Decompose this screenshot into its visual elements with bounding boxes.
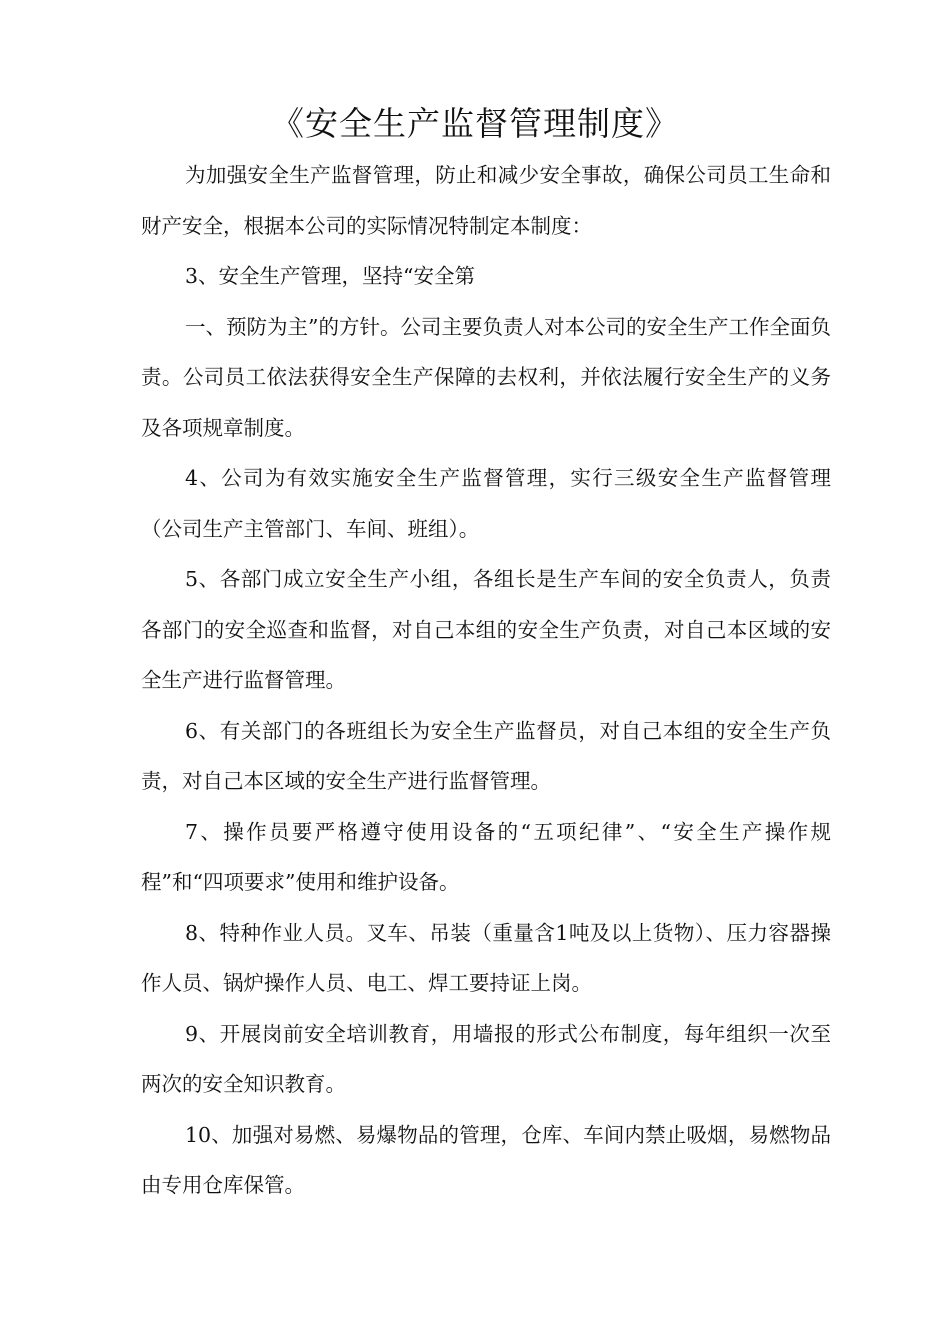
document-body	[141, 150, 831, 1211]
paragraph-5: 5、各部门成立安全生产小组，各组长是生产车间的安全负责人，负责各部门的安全巡查和监督，对自己本组的安全生产负责，对自己本区域的安全生产进行监督管理。	[141, 567, 831, 692]
paragraph-10: 10、加强对易燃、易爆物品的管理，仓库、车间内禁止吸烟，易燃物品由专用仓库保管。	[141, 1122, 831, 1197]
document-title: 《安全生产监督管理制度》	[271, 104, 679, 143]
paragraph-9: 9、开展岗前安全培训教育，用墙报的形式公布制度，每年组织一次至两次的安全知识教育。	[141, 1021, 831, 1096]
paragraph-7: 7、操作员要严格遵守使用设备的“五项纪律”、“安全生产操作规程”和“四项要求”使用和维护设备。	[141, 819, 831, 894]
paragraph-3: 3、安全生产管理，坚持“安全第	[185, 264, 476, 288]
paragraph-4: 4、公司为有效实施安全生产监督管理，实行三级安全生产监督管理（公司生产主管部门、车间、班组）。	[141, 466, 831, 541]
paragraph-intro: 为加强安全生产监督管理，防止和减少安全事故，确保公司员工生命和财产安全，根据本公司的实际情况特制定本制度：	[141, 163, 831, 238]
paragraph-6: 6、有关部门的各班组长为安全生产监督员，对自己本组的安全生产负责，对自己本区域的安全生产进行监督管理。	[141, 718, 831, 793]
paragraph-1-policy: 一、预防为主”的方针。公司主要负责人对本公司的安全生产工作全面负责。公司员工依法获得安全生产保障的去权利，并依法履行安全生产的义务及各项规章制度。	[141, 314, 831, 440]
paragraph-8: 8、特种作业人员。叉车、吊装（重量含1吨及以上货物）、压力容器操作人员、锅炉操作人员、电工、焊工要持证上岗。	[141, 920, 831, 995]
